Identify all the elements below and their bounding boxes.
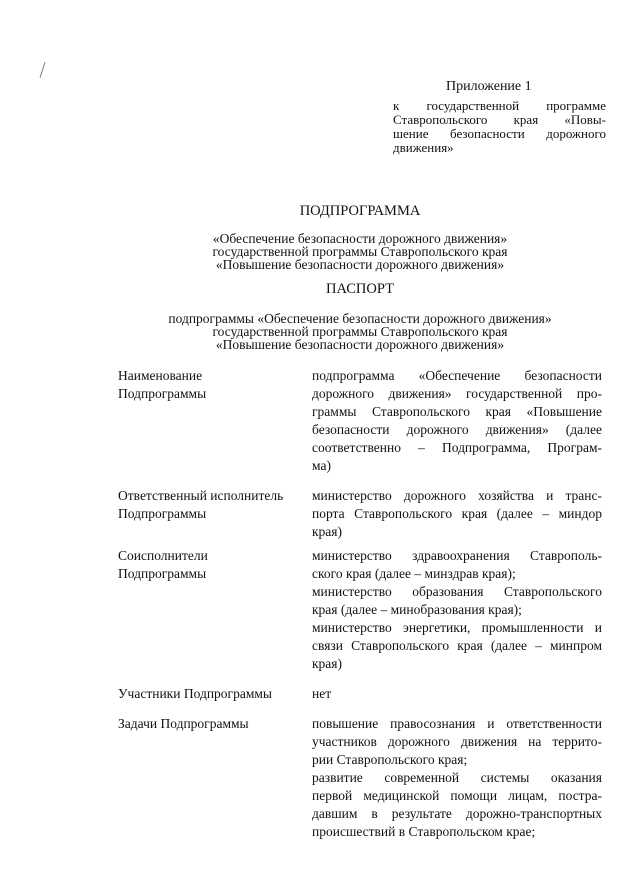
subprogram-title: [100, 232, 620, 271]
value-paragraph: [312, 487, 602, 541]
pen-mark: [40, 62, 46, 78]
value-line: повышение правосознания и ответственности: [312, 716, 602, 731]
value-paragraph: [312, 769, 602, 841]
value-line: безопасности дорожного движения» (далее: [312, 422, 602, 437]
value-line: края): [312, 656, 343, 671]
value-line: давшим в результате дорожно-транспортных: [312, 806, 602, 821]
label-line: Соисполнители: [118, 548, 208, 563]
value-line: происшествий в Ставропольском крае;: [312, 824, 536, 839]
value-line: министерство дорожного хозяйства и транс-: [312, 488, 602, 503]
appendix-title: Приложение 1: [446, 79, 532, 94]
value-paragraph: [312, 367, 602, 475]
subprogram-heading: ПОДПРОГРАММА: [299, 203, 421, 219]
row-label-participants: [118, 685, 306, 703]
value-line: министерство образования Ставропольского: [312, 584, 602, 599]
value-line: ского края (далее – минздрав края);: [312, 566, 516, 581]
appendix-line: шение безопасности дорожного: [393, 126, 606, 141]
value-paragraph: [312, 547, 602, 583]
row-value-name: [312, 367, 602, 475]
value-line: участников дорожного движения на террито-: [312, 734, 602, 749]
passport-subtitle-line: подпрограммы «Обеспечение безопасности дорожного движения»: [168, 311, 552, 326]
row-label-name: [118, 367, 306, 403]
appendix-line: к государственной программе: [393, 98, 606, 113]
value-line: края (далее – минобразования края);: [312, 602, 522, 617]
value-paragraph: [312, 583, 602, 619]
value-line: развитие современной системы оказания: [312, 770, 602, 785]
subprogram-title-line: «Повышение безопасности дорожного движения»: [215, 257, 505, 272]
passport-subtitle-line: «Повышение безопасности дорожного движения»: [215, 337, 505, 352]
appendix-reference: [393, 99, 606, 155]
label-line: Наименование: [118, 368, 203, 383]
row-value-participants: [312, 685, 602, 703]
row-value-coexecutors: [312, 547, 602, 673]
value-paragraph: [312, 619, 602, 673]
appendix-line: движения»: [393, 140, 454, 155]
value-line: граммы Ставропольского края «Повышение: [312, 404, 602, 419]
appendix-line: Ставропольского края «Повы-: [393, 112, 606, 127]
passport-subtitle-line: государственной программы Ставропольского края: [212, 324, 508, 339]
passport-heading: ПАСПОРТ: [326, 281, 394, 297]
row-value-tasks: [312, 715, 602, 841]
value-paragraph: [312, 685, 602, 703]
label-line: Подпрограммы: [118, 566, 207, 581]
row-value-responsible: [312, 487, 602, 541]
value-line: связи Ставропольского края (далее – минпром: [312, 638, 602, 653]
label-line: Участники Подпрограммы: [118, 686, 272, 701]
value-line: ма): [312, 458, 331, 473]
row-label-coexecutors: [118, 547, 306, 583]
value-paragraph: [312, 715, 602, 769]
value-line: нет: [312, 686, 332, 701]
subprogram-title-line: государственной программы Ставропольского края: [212, 244, 508, 259]
value-line: края): [312, 524, 343, 539]
value-line: соответственно – Подпрограмма, Програм-: [312, 440, 602, 455]
passport-subtitle: [100, 312, 620, 351]
label-line: Подпрограммы: [118, 386, 207, 401]
value-line: рии Ставропольского края;: [312, 752, 468, 767]
row-label-responsible: [118, 487, 306, 523]
value-line: министерство энергетики, промышленности и: [312, 620, 602, 635]
row-label-tasks: [118, 715, 306, 733]
value-line: министерство здравоохранения Ставрополь-: [312, 548, 602, 563]
value-line: первой медицинской помощи лицам, постра-: [312, 788, 602, 803]
label-line: Ответственный исполнитель: [118, 488, 284, 503]
value-line: дорожного движения» государственной про-: [312, 386, 602, 401]
label-line: Подпрограммы: [118, 506, 207, 521]
value-line: порта Ставропольского края (далее – миндор: [312, 506, 602, 521]
subprogram-title-line: «Обеспечение безопасности дорожного движения»: [212, 231, 508, 246]
label-line: Задачи Подпрограммы: [118, 716, 249, 731]
value-line: подпрограмма «Обеспечение безопасности: [312, 368, 602, 383]
